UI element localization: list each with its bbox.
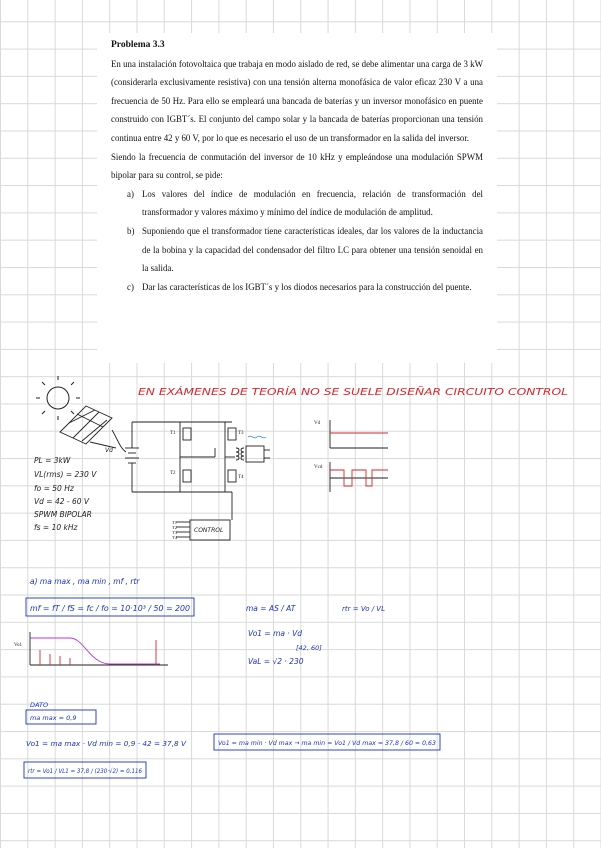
problem-paragraph-1: En una instalación fotovoltaica que trabaja en modo aislado de red, se debe alimentar una carga de 3 kW (considerarla exclusivamente resistiva) con una tensión alterna monofásica de valor eficaz 230 V a una frecuencia de 50 Hz. Para ello se empleará una bancada de baterías y un inversor monofásico en puente construido con IGBT´s. El conjunto del campo solar y la bancada de baterías proporcionan una tensión continua entre 42 y 60 V, por lo que es necesario el uso de un transformador en la salida del inversor. [111,58,483,143]
ma-min-calculation: Vo1 = ma min · Vd max → ma min = Vo1 / Vd max = 37,8 / 60 = 0,63 [218,739,436,747]
red-note-heading: EN EXÁMENES DE TEORÍA NO SE SUELE DISEÑAR CIRCUITO CONTROL [138,387,471,398]
mf-equation: mf = fT / fS = fc / fo = 10·10³ / 50 = 200 [30,604,191,613]
solar-panel-icon [60,406,126,452]
question-mark: b) [127,225,135,236]
val-equation: VaL = √2 · 230 [248,657,304,666]
svg-text:Vd: Vd [314,421,321,426]
svg-text:T1: T1 [172,520,177,525]
svg-text:Vo1: Vo1 [14,643,22,648]
svg-text:Vcd: Vcd [314,465,323,470]
svg-text:T4: T4 [172,535,177,540]
ratio-equation: rtr = Vo / VL [342,605,385,613]
svg-text:Vd: Vd [105,447,113,454]
svg-text:T3: T3 [172,530,177,535]
load-sketch [248,436,266,438]
question-text: Los valores del índice de modulación en frecuencia, relación de transformación del transformador y valores máximo y mínimo del índice de modulación de amplitud. [142,188,483,218]
question-mark: c) [127,281,134,292]
part-a-heading: a) ma max , ma min , mf , rtr [30,577,140,586]
data-line: VL(rms) = 230 V [34,470,97,479]
svg-text:T3: T3 [238,431,244,436]
data-line: fs = 10 kHz [34,523,78,532]
vd-range: [42, 60] [296,644,322,652]
spwm-waveform-sketch [314,420,388,492]
data-line: Vd = 42 - 60 V [34,497,90,506]
sun-icon [36,376,80,420]
vo-equation: Vo1 = ma · Vd [248,629,303,638]
rtr-calculation: rtr = Vo1 / VL1 = 37,8 / (230·√2) = 0,116 [28,767,142,775]
data-line: fo = 50 Hz [34,484,74,493]
svg-text:T2: T2 [170,471,176,476]
inverter-circuit-diagram [105,422,270,492]
data-line: PL = 3kW [34,456,71,465]
problem-paragraph-2: Siendo la frecuencia de conmutación del inversor de 10 kHz y empleándose una modulación SPWM bipolar para su control, se pide: [111,151,483,181]
ma-max-value: ma max = 0,9 [30,714,77,722]
harmonic-spectrum-sketch [14,632,168,665]
question-text: Dar las características de los IGBT´s y los diodos necesarios para la construcción del puente. [142,281,472,292]
svg-text:T1: T1 [170,431,176,436]
question-text: Suponiendo que el transformador tiene características ideales, dar los valores de la inductancia de la bobina y la capacidad del condensador del filtro LC para obtener una tensión senoidal en la salida. [142,225,483,274]
svg-text:T4: T4 [238,475,244,480]
problem-title: Problema 3.3 [111,40,165,50]
data-line: SPWM BIPOLAR [34,510,92,519]
dato-label: DATO [30,701,49,709]
control-label: CONTROL [194,527,224,534]
ma-equation: ma = AS / AT [246,604,296,613]
svg-text:T2: T2 [172,525,177,530]
question-mark: a) [127,188,134,199]
vo1-calculation: Vo1 = ma max · Vd min = 0,9 · 42 = 37,8 V [26,740,188,748]
